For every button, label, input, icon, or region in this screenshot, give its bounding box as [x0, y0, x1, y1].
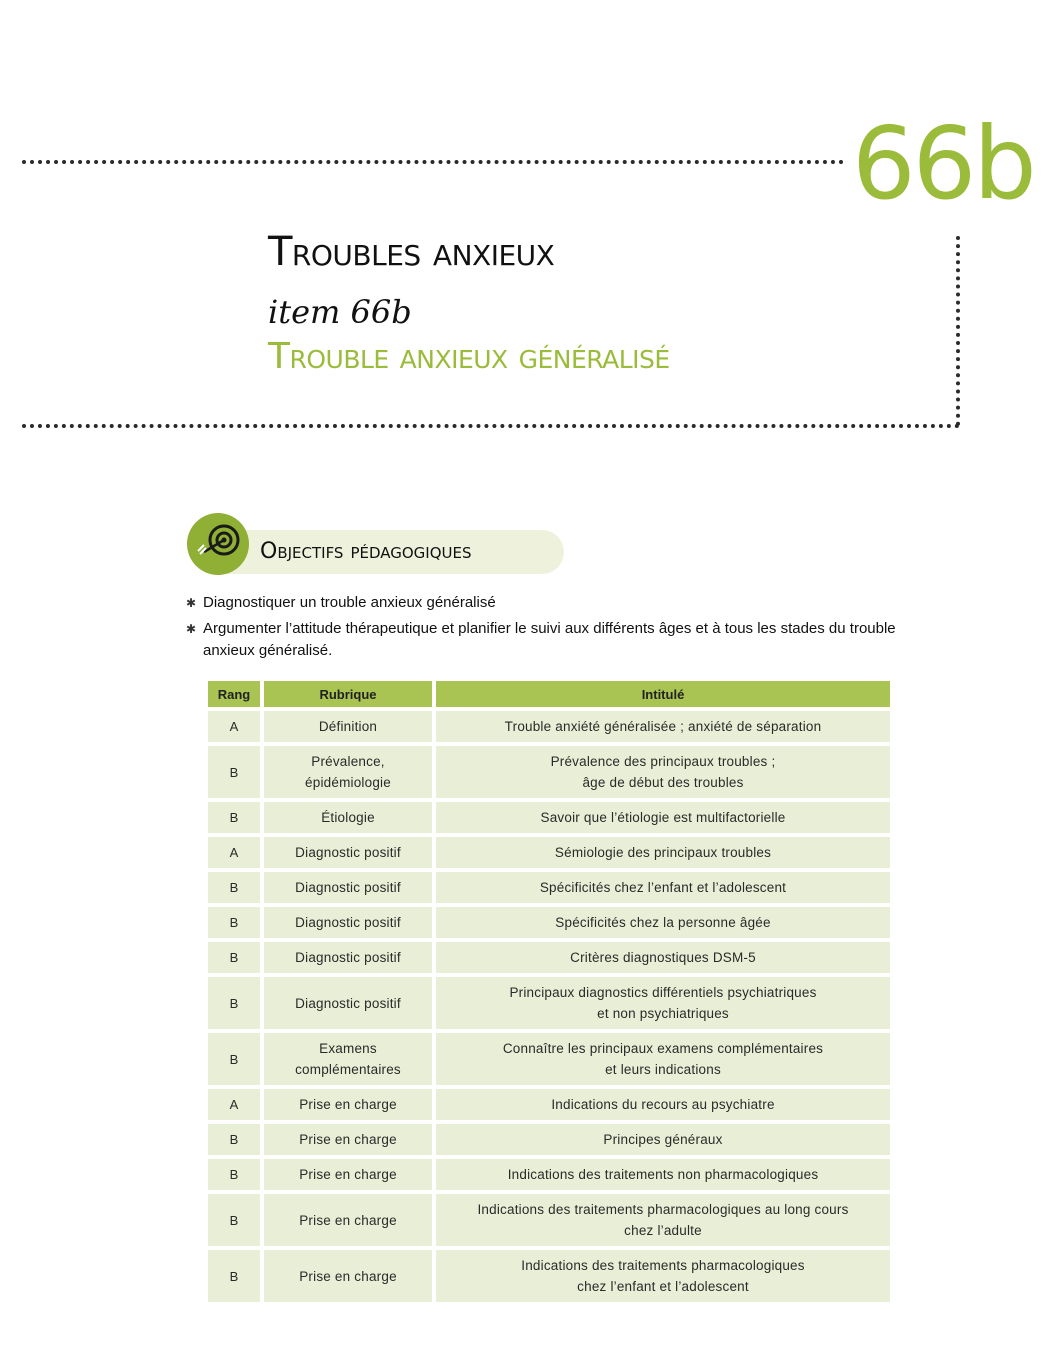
- cell-rubrique: [264, 802, 432, 833]
- objective-item: ✱ Argumenter l’attitude thérapeutique et planifier le suivi aux différents âges et à tous les stades du trouble anxieux généralisé.: [186, 620, 896, 659]
- cell-rang: B: [208, 802, 260, 833]
- column-header-intitule: Intitulé: [436, 681, 890, 707]
- rubrique-line: épidémiologie: [305, 775, 391, 790]
- table-row: [208, 837, 890, 868]
- objectives-list: [186, 592, 906, 666]
- cell-rubrique: [264, 746, 432, 798]
- intitule-line: et non psychiatriques: [597, 1006, 729, 1021]
- cell-intitule: [436, 1033, 890, 1085]
- table-row: [208, 977, 890, 1029]
- rubrique-line: Prise en charge: [299, 1132, 397, 1147]
- cell-rubrique: [264, 1033, 432, 1085]
- cell-intitule: [436, 1089, 890, 1120]
- chapter-number: 66b: [852, 105, 1034, 222]
- intitule-line: Trouble anxiété généralisée ; anxiété de séparation: [504, 719, 822, 734]
- table-row: [208, 1159, 890, 1190]
- objective-item: ✱ Diagnostiquer un trouble anxieux généralisé: [186, 592, 906, 614]
- intitule-line: Prévalence des principaux troubles ;: [550, 754, 776, 769]
- objectives-table: [206, 677, 892, 1306]
- rubrique-line: complémentaires: [295, 1062, 401, 1077]
- cell-rubrique: [264, 907, 432, 938]
- table-row: [208, 1250, 890, 1302]
- intitule-line: Principes généraux: [603, 1132, 723, 1147]
- cell-rubrique: [264, 1250, 432, 1302]
- cell-rang: B: [208, 1124, 260, 1155]
- rubrique-line: Prise en charge: [299, 1097, 397, 1112]
- objectives-title: Objectifs pédagogiques: [260, 539, 472, 564]
- cell-intitule: [436, 977, 890, 1029]
- cell-rubrique: [264, 1194, 432, 1246]
- cell-rubrique: [264, 837, 432, 868]
- cell-rang: A: [208, 1089, 260, 1120]
- intitule-line: Indications des traitements pharmacologiques: [521, 1258, 805, 1273]
- cell-rang: A: [208, 711, 260, 742]
- intitule-line: chez l’enfant et l’adolescent: [577, 1279, 749, 1294]
- column-header-rubrique: Rubrique: [264, 681, 432, 707]
- table-row: [208, 1089, 890, 1120]
- intitule-line: Connaître les principaux examens complémentaires: [502, 1041, 824, 1056]
- cell-rang: B: [208, 872, 260, 903]
- table-row: [208, 1194, 890, 1246]
- cell-intitule: [436, 1159, 890, 1190]
- intitule-line: Spécificités chez l’enfant et l’adolescent: [539, 880, 787, 895]
- cell-rang: B: [208, 1250, 260, 1302]
- cell-rang: B: [208, 907, 260, 938]
- cell-rang: A: [208, 837, 260, 868]
- cell-rang: B: [208, 1033, 260, 1085]
- cell-rubrique: [264, 977, 432, 1029]
- table-row: [208, 802, 890, 833]
- table-row: [208, 872, 890, 903]
- asterisk-bullet-icon: ✱: [186, 596, 197, 610]
- rubrique-line: Prise en charge: [299, 1212, 397, 1228]
- column-header-rang: Rang: [208, 681, 260, 707]
- table-row: [208, 746, 890, 798]
- item-label: item 66b: [268, 293, 412, 331]
- table-row: [208, 942, 890, 973]
- cell-intitule: [436, 942, 890, 973]
- rubrique-line: Prise en charge: [299, 1268, 397, 1284]
- cell-rang: B: [208, 977, 260, 1029]
- rubrique-line: Diagnostic positif: [295, 995, 401, 1011]
- cell-rubrique: [264, 872, 432, 903]
- intitule-line: âge de début des troubles: [582, 775, 744, 790]
- asterisk-bullet-icon: ✱: [186, 622, 197, 636]
- cell-intitule: [436, 1250, 890, 1302]
- cell-intitule: [436, 746, 890, 798]
- cell-rubrique: [264, 1159, 432, 1190]
- table-header-row: [208, 681, 890, 707]
- cell-intitule: [436, 1124, 890, 1155]
- rubrique-line: Étiologie: [321, 810, 375, 825]
- target-icon: [186, 512, 250, 576]
- rubrique-line: Diagnostic positif: [295, 880, 401, 895]
- table-row: [208, 907, 890, 938]
- rubrique-line: Prise en charge: [299, 1167, 397, 1182]
- page-title: Troubles anxieux: [268, 229, 555, 275]
- intitule-line: et leurs indications: [605, 1062, 721, 1077]
- cell-intitule: [436, 802, 890, 833]
- cell-rubrique: [264, 1089, 432, 1120]
- intitule-line: Spécificités chez la personne âgée: [555, 915, 771, 930]
- rubrique-line: Définition: [318, 719, 378, 734]
- page-subtitle: Trouble anxieux généralisé: [268, 336, 670, 377]
- intitule-line: Sémiologie des principaux troubles: [554, 845, 772, 860]
- table-body: [208, 711, 890, 1302]
- table-row: [208, 1033, 890, 1085]
- intitule-line: Indications des traitements non pharmacologiques: [507, 1167, 819, 1182]
- cell-rubrique: [264, 942, 432, 973]
- table-row: [208, 711, 890, 742]
- cell-rubrique: [264, 1124, 432, 1155]
- rubrique-line: Diagnostic positif: [295, 845, 401, 860]
- cell-intitule: [436, 872, 890, 903]
- rubrique-line: Diagnostic positif: [295, 950, 401, 965]
- dotted-rule-top: [22, 160, 844, 164]
- rubrique-line: Diagnostic positif: [295, 915, 401, 930]
- dotted-rule-bottom: [22, 424, 960, 428]
- cell-intitule: [436, 711, 890, 742]
- table-row: [208, 1124, 890, 1155]
- intitule-line: Savoir que l’étiologie est multifactorielle: [540, 810, 786, 825]
- cell-rang: B: [208, 1159, 260, 1190]
- rubrique-line: Prévalence,: [311, 754, 385, 769]
- cell-rubrique: [264, 711, 432, 742]
- intitule-line: Indications du recours au psychiatre: [551, 1097, 775, 1112]
- cell-rang: B: [208, 746, 260, 798]
- intitule-line: Principaux diagnostics différentiels psychiatriques: [509, 985, 817, 1000]
- intitule-line: chez l’adulte: [624, 1223, 702, 1238]
- rubrique-line: Examens: [319, 1041, 377, 1056]
- dotted-rule-right: [956, 236, 960, 426]
- cell-intitule: [436, 1194, 890, 1246]
- cell-rang: B: [208, 942, 260, 973]
- cell-rang: B: [208, 1194, 260, 1246]
- intitule-line: Indications des traitements pharmacologiques au long cours: [477, 1202, 849, 1217]
- cell-intitule: [436, 907, 890, 938]
- intitule-line: Critères diagnostiques DSM-5: [570, 950, 756, 965]
- cell-intitule: [436, 837, 890, 868]
